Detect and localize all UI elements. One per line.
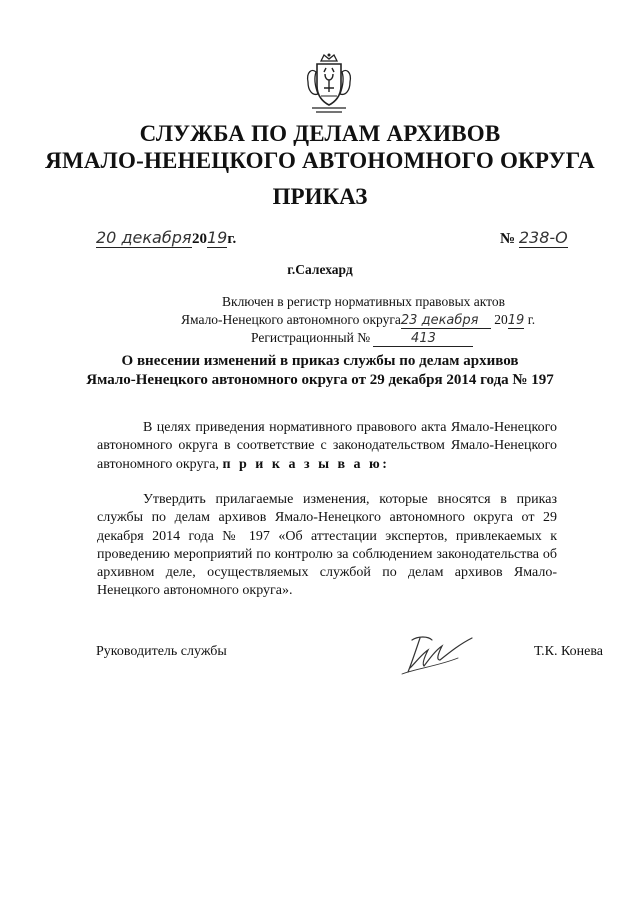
document-number <box>500 228 568 248</box>
signatory-position: Руководитель службы <box>96 644 227 659</box>
registry-line2 <box>181 312 541 329</box>
registry-line1: Включен в регистр нормативных правовых актов <box>222 294 506 309</box>
body-paragraph-1 <box>97 419 557 474</box>
city: г.Салехард <box>287 262 353 277</box>
body-paragraph-1-text: В целях приведения нормативного правового акта Ямало-Ненецкого автономного округа в соответствие с законодательством Ямало-Ненецкого автономного округа, <box>97 420 557 472</box>
number-prefix: № <box>500 231 516 247</box>
registry-year-prefix: 20 <box>494 312 508 327</box>
registry-year-suffix: г. <box>527 312 536 327</box>
registry-region: Ямало-Ненецкого автономного округа <box>181 312 401 327</box>
coat-of-arms-icon <box>302 52 356 116</box>
order-title-line2: Ямало-Ненецкого автономного округа от 29 декабря 2014 года № 197 <box>86 372 554 388</box>
number-handwritten: 238-О <box>518 228 568 247</box>
doc-type-title: ПРИКАЗ <box>272 184 368 209</box>
registry-number-handwritten: 413 <box>373 331 473 347</box>
order-command: п р и к а з ы в а ю: <box>222 456 390 472</box>
document-date <box>96 228 236 248</box>
body-paragraph-2: Утвердить прилагаемые изменения, которые вносятся в приказ службы по делам архивов Ямало-Ненецкого автономного округа от 29 декабря 2014 года № 197 «Об аттестации экспертов, привлекаемых к проведению мероприятий по контролю за соблюдением законодательства об архивном деле, осуществляемых службой по делам архивов Ямало-Ненецкого автономного округа». <box>97 492 557 599</box>
order-title-line1: О внесении изменений в приказ службы по делам архивов <box>121 353 519 369</box>
registry-year-handwritten: 19 <box>507 313 525 328</box>
date-year-handwritten: 19 <box>207 228 228 247</box>
date-year-prefix: 20 <box>192 231 207 247</box>
date-year-suffix: г. <box>227 231 237 247</box>
handwritten-signature <box>398 628 488 678</box>
registry-date-handwritten: 23 декабря <box>401 313 491 329</box>
org-name-line1: СЛУЖБА ПО ДЕЛАМ АРХИВОВ <box>139 121 501 146</box>
registry-number-line <box>251 330 473 347</box>
date-handwritten: 20 декабря <box>96 228 192 247</box>
registry-number-label: Регистрационный № <box>251 330 371 345</box>
org-name-line2: ЯМАЛО-НЕНЕЦКОГО АВТОНОМНОГО ОКРУГА <box>45 148 595 173</box>
signatory-name: Т.К. Конева <box>534 644 603 659</box>
